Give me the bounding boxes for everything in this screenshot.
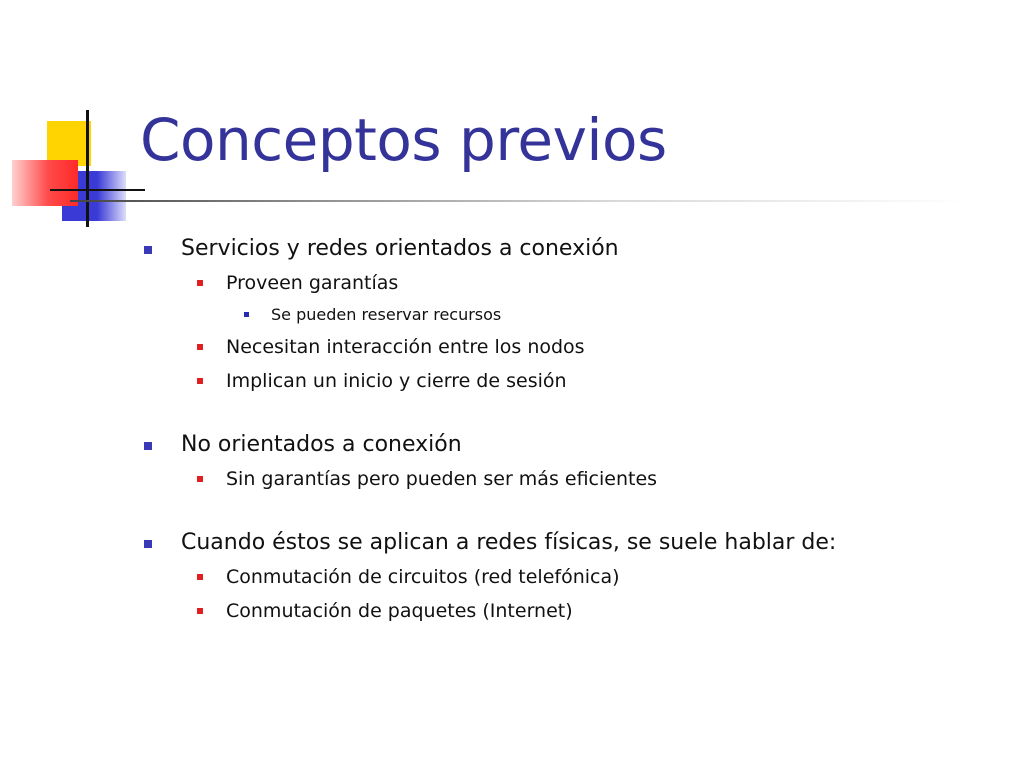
- square-bullet-icon: [144, 442, 152, 450]
- bullet-text: Cuando éstos se aplican a redes físicas, se suele hablar de:: [181, 530, 837, 555]
- bullet-item-level1: [140, 526, 1000, 560]
- bullet-text: Necesitan interacción entre los nodos: [226, 336, 585, 358]
- square-bullet-icon: [144, 246, 152, 254]
- slide-title: Conceptos previos: [140, 106, 667, 174]
- bullet-item-level1: [140, 428, 1000, 462]
- slide-decoration-logo: [0, 0, 160, 240]
- bullet-item-level2: [140, 330, 1000, 364]
- decoration-horizontal-line-short: [50, 189, 145, 191]
- bullet-text: Sin garantías pero pueden ser más eficientes: [226, 468, 658, 490]
- square-bullet-icon: [244, 312, 249, 317]
- bullet-text: No orientados a conexión: [181, 432, 462, 457]
- bullet-text: Se pueden reservar recursos: [271, 305, 502, 324]
- square-bullet-icon: [197, 378, 203, 384]
- bullet-text: Conmutación de circuitos (red telefónica): [226, 566, 620, 588]
- bullet-text: Conmutación de paquetes (Internet): [226, 600, 573, 622]
- section-spacer: [140, 496, 1000, 526]
- bullet-text: Servicios y redes orientados a conexión: [181, 236, 619, 261]
- square-bullet-icon: [197, 476, 203, 482]
- bullet-item-level1: [140, 232, 1000, 266]
- decoration-red-square: [12, 160, 78, 206]
- bullet-item-level2: [140, 594, 1000, 628]
- bullet-text: Implican un inicio y cierre de sesión: [226, 370, 567, 392]
- square-bullet-icon: [197, 608, 203, 614]
- bullet-item-level2: [140, 462, 1000, 496]
- bullet-item-level2: [140, 560, 1000, 594]
- square-bullet-icon: [144, 540, 152, 548]
- square-bullet-icon: [197, 344, 203, 350]
- square-bullet-icon: [197, 280, 203, 286]
- decoration-vertical-line: [86, 110, 89, 227]
- square-bullet-icon: [197, 574, 203, 580]
- bullet-item-level3: [140, 300, 1000, 330]
- bullet-item-level2: [140, 364, 1000, 398]
- bullet-item-level2: [140, 266, 1000, 300]
- bullet-text: Proveen garantías: [226, 272, 399, 294]
- title-underline: [70, 200, 970, 202]
- slide-content: [140, 232, 1000, 628]
- section-spacer: [140, 398, 1000, 428]
